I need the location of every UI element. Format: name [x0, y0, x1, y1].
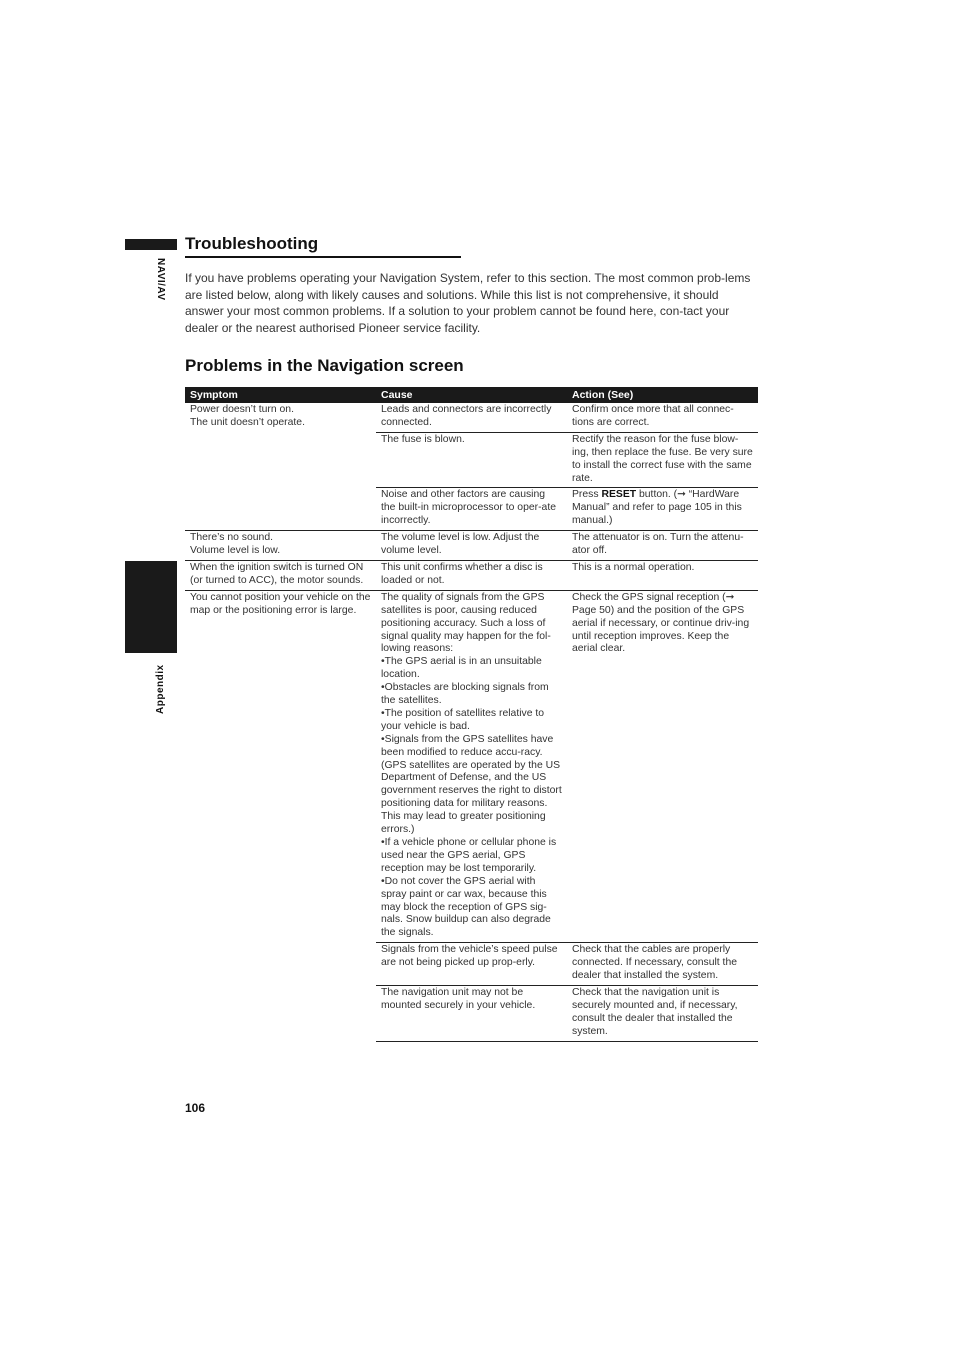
cause-cell: Signals from the vehicle’s speed pulse are not being picked up prop-erly. [376, 943, 567, 986]
action-cell: The attenuator is on. Turn the attenu-ator off. [567, 531, 758, 561]
cause-cell: The navigation unit may not be mounted securely in your vehicle. [376, 985, 567, 1041]
page-title: Troubleshooting [185, 233, 461, 258]
cause-bullet: •Signals from the GPS satellites have been modified to reduce accu-racy. (GPS satellites are operated by the US Department of Defense, and the US government reserves the right to distort positioning data for military reasons. This may lead to greater positioning errors.) [381, 733, 562, 836]
table-row [185, 531, 758, 561]
symptom-cell: There’s no sound. Volume level is low. [185, 531, 376, 561]
cause-bullet: •Do not cover the GPS aerial with spray paint or car wax, because this may block the reception of GPS sig-nals. Snow buildup can also degrade the signals. [381, 875, 551, 939]
appendix-tab-label: Appendix [155, 664, 166, 714]
action-cell: Rectify the reason for the fuse blow-ing, then replace the fuse. Be very sure to install the correct fuse with the same rate. [567, 432, 758, 488]
table-row [185, 590, 758, 942]
intro-paragraph: If you have problems operating your Navigation System, refer to this section. The most common prob-lems are listed below, along with likely causes and solutions. While this list is not comprehensive, it should answer your most common problems. If a solution to your problem cannot be found here, con-tact your dealer or the nearest authorised Pioneer service facility. [185, 271, 751, 335]
action-cell: Check the GPS signal reception (➞ Page 50) and the position of the GPS aerial if necessary, or continue driv-ing until reception improves. Keep the aerial clear. [567, 590, 758, 942]
appendix-tab-block [125, 561, 177, 653]
action-cell: Confirm once more that all connec-tions are correct. [567, 403, 758, 432]
table-row [185, 560, 758, 590]
cause-bullet: •The GPS aerial is in an unsuitable location. [381, 656, 542, 681]
table-header-row [185, 387, 758, 403]
section-tab-bar [125, 239, 177, 250]
cause-cell: The fuse is blown. [376, 432, 567, 488]
action-text: Press [572, 489, 602, 501]
cause-line: The quality of signals from the GPS satellites is poor, causing reduced positioning accuracy. Such a loss of signal quality may happen for the fol-lowing reasons: [381, 591, 551, 655]
section-tab-label: NAVI/AV [155, 258, 166, 301]
cause-cell: This unit confirms whether a disc is loaded or not. [376, 560, 567, 590]
cause-bullet: •The position of satellites relative to your vehicle is bad. [381, 707, 545, 732]
header-action: Action (See) [567, 387, 758, 403]
cause-bullet: •If a vehicle phone or cellular phone is used near the GPS aerial, GPS reception may be lost temporarily. [381, 837, 557, 874]
reset-keyword: RESET [601, 489, 637, 501]
cause-cell: Noise and other factors are causing the built-in microprocessor to oper-ate incorrectly. [376, 488, 567, 531]
cause-cell [376, 590, 567, 942]
symptom-cell: When the ignition switch is turned ON (or turned to ACC), the motor sounds. [185, 560, 376, 590]
cause-cell: Leads and connectors are incorrectly connected. [376, 403, 567, 432]
table-row [185, 403, 758, 432]
symptom-cell: You cannot position your vehicle on the map or the positioning error is large. [190, 591, 371, 616]
troubleshooting-table [185, 387, 758, 1042]
header-cause: Cause [376, 387, 567, 403]
action-cell: Check that the cables are properly connected. If necessary, consult the dealer that installed the system. [567, 943, 758, 986]
symptom-cell: Power doesn’t turn on. The unit doesn’t operate. [185, 403, 376, 531]
action-text: button. (➞ “HardWare Manual” and refer to page 105 in this manual.) [572, 489, 742, 527]
cause-cell: The volume level is low. Adjust the volume level. [376, 531, 567, 561]
action-cell [567, 488, 758, 531]
section-heading: Problems in the Navigation screen [185, 356, 464, 375]
page-number: 106 [185, 1101, 206, 1115]
cause-bullet: •Obstacles are blocking signals from the satellites. [381, 682, 549, 707]
action-cell: Check that the navigation unit is securely mounted and, if necessary, consult the dealer that installed the system. [567, 985, 758, 1041]
header-symptom: Symptom [185, 387, 376, 403]
action-cell: This is a normal operation. [567, 560, 758, 590]
